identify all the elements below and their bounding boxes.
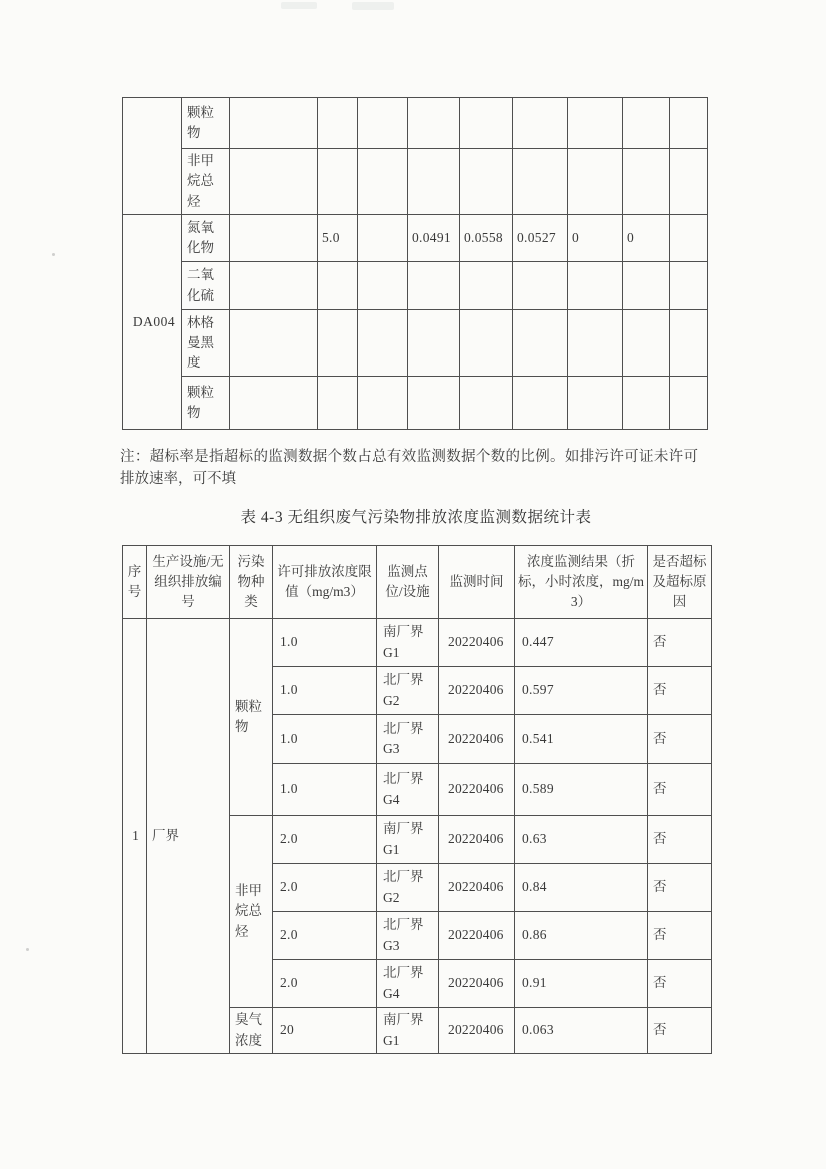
empty-cell <box>460 310 513 377</box>
pollutant-cell: 颗粒物 <box>182 98 230 149</box>
limit-cell: 2.0 <box>273 864 377 912</box>
pollutant-cell: 非甲烷总烃 <box>182 149 230 215</box>
table-row <box>123 215 708 262</box>
result-cell: 0.63 <box>515 816 648 864</box>
site-cell: 北厂界 G4 <box>377 764 439 816</box>
empty-cell <box>513 262 568 310</box>
pollutant-cell: 颗粒物 <box>182 377 230 430</box>
table-row <box>123 619 712 667</box>
table-row <box>123 262 708 310</box>
empty-cell <box>408 377 460 430</box>
empty-cell <box>623 377 670 430</box>
result-cell: 0.447 <box>515 619 648 667</box>
empty-cell <box>230 310 318 377</box>
exceed-cell: 否 <box>648 667 712 715</box>
date-cell: 20220406 <box>439 912 515 960</box>
empty-cell <box>460 98 513 149</box>
empty-cell <box>670 310 708 377</box>
header-exceed: 是否超标及超标原因 <box>648 546 712 619</box>
header-result: 浓度监测结果（折标，小时浓度，mg/m3） <box>515 546 648 619</box>
empty-cell <box>568 262 623 310</box>
result-cell: 0.86 <box>515 912 648 960</box>
empty-cell <box>623 98 670 149</box>
value-cell <box>230 215 318 262</box>
pollutant-cell: 非甲烷总烃 <box>230 816 273 1008</box>
pollutant-cell: 颗粒物 <box>230 619 273 816</box>
empty-cell <box>408 262 460 310</box>
empty-cell <box>230 98 318 149</box>
pollutant-cell: 氮氧化物 <box>182 215 230 262</box>
result-cell: 0.597 <box>515 667 648 715</box>
empty-cell <box>513 149 568 215</box>
exceed-cell: 否 <box>648 960 712 1008</box>
date-cell: 20220406 <box>439 816 515 864</box>
header-row <box>123 546 712 619</box>
empty-cell <box>623 149 670 215</box>
pollutant-cell: 二氧化硫 <box>182 262 230 310</box>
value-cell: 5.0 <box>318 215 358 262</box>
carryover-outlet-cell <box>123 98 182 215</box>
fugitive-emission-table <box>122 545 712 1054</box>
value-cell: 0 <box>568 215 623 262</box>
site-cell: 北厂界 G2 <box>377 667 439 715</box>
empty-cell <box>670 377 708 430</box>
empty-cell <box>670 98 708 149</box>
empty-cell <box>318 377 358 430</box>
empty-cell <box>358 310 408 377</box>
date-cell: 20220406 <box>439 715 515 764</box>
value-cell <box>358 215 408 262</box>
table-row <box>123 149 708 215</box>
limit-cell: 1.0 <box>273 764 377 816</box>
header-facility: 生产设施/无组织排放编号 <box>147 546 230 619</box>
site-cell: 南厂界 G1 <box>377 619 439 667</box>
result-cell: 0.063 <box>515 1008 648 1054</box>
empty-cell <box>623 262 670 310</box>
exceed-cell: 否 <box>648 764 712 816</box>
exceed-cell: 否 <box>648 715 712 764</box>
limit-cell: 1.0 <box>273 715 377 764</box>
scan-smudge <box>281 2 317 9</box>
empty-cell <box>230 149 318 215</box>
table-row <box>123 377 708 430</box>
date-cell: 20220406 <box>439 764 515 816</box>
table-row <box>123 310 708 377</box>
empty-cell <box>513 377 568 430</box>
header-site: 监测点位/设施 <box>377 546 439 619</box>
date-cell: 20220406 <box>439 864 515 912</box>
serial-cell: 1 <box>123 619 147 1054</box>
stack-emission-table <box>122 97 708 430</box>
date-cell: 20220406 <box>439 960 515 1008</box>
value-cell: 0.0527 <box>513 215 568 262</box>
empty-cell <box>318 149 358 215</box>
exceed-cell: 否 <box>648 619 712 667</box>
empty-cell <box>408 149 460 215</box>
empty-cell <box>358 377 408 430</box>
empty-cell <box>358 98 408 149</box>
result-cell: 0.541 <box>515 715 648 764</box>
empty-cell <box>513 98 568 149</box>
empty-cell <box>568 98 623 149</box>
header-limit: 许可排放浓度限值（mg/m3） <box>273 546 377 619</box>
empty-cell <box>568 310 623 377</box>
result-cell: 0.589 <box>515 764 648 816</box>
empty-cell <box>318 262 358 310</box>
empty-cell <box>568 377 623 430</box>
scan-speck <box>52 253 55 256</box>
empty-cell <box>460 149 513 215</box>
empty-cell <box>460 262 513 310</box>
date-cell: 20220406 <box>439 619 515 667</box>
limit-cell: 2.0 <box>273 960 377 1008</box>
pollutant-cell: 林格曼黑度 <box>182 310 230 377</box>
result-cell: 0.84 <box>515 864 648 912</box>
empty-cell <box>670 149 708 215</box>
table-note: 注：超标率是指超标的监测数据个数占总有效监测数据个数的比例。如排污许可证未许可排放速率，可不填 <box>120 449 698 487</box>
empty-cell <box>318 310 358 377</box>
value-cell <box>670 215 708 262</box>
value-cell: 0.0558 <box>460 215 513 262</box>
empty-cell <box>513 310 568 377</box>
empty-cell <box>623 310 670 377</box>
site-cell: 北厂界 G4 <box>377 960 439 1008</box>
empty-cell <box>460 377 513 430</box>
empty-cell <box>670 262 708 310</box>
exceed-cell: 否 <box>648 1008 712 1054</box>
site-cell: 南厂界 G1 <box>377 816 439 864</box>
scan-smudge <box>352 2 394 10</box>
date-cell: 20220406 <box>439 667 515 715</box>
facility-cell: 厂界 <box>147 619 230 1054</box>
empty-cell <box>318 98 358 149</box>
header-serial: 序号 <box>123 546 147 619</box>
limit-cell: 1.0 <box>273 619 377 667</box>
header-pollutant: 污染物种类 <box>230 546 273 619</box>
date-cell: 20220406 <box>439 1008 515 1054</box>
empty-cell <box>230 262 318 310</box>
table-row <box>123 98 708 149</box>
empty-cell <box>358 262 408 310</box>
value-cell: 0 <box>623 215 670 262</box>
header-date: 监测时间 <box>439 546 515 619</box>
exceed-cell: 否 <box>648 864 712 912</box>
site-cell: 北厂界 G3 <box>377 912 439 960</box>
empty-cell <box>408 310 460 377</box>
limit-cell: 1.0 <box>273 667 377 715</box>
limit-cell: 2.0 <box>273 912 377 960</box>
limit-cell: 2.0 <box>273 816 377 864</box>
limit-cell: 20 <box>273 1008 377 1054</box>
table-title: 表 4-3 无组织废气污染物排放浓度监测数据统计表 <box>240 509 592 526</box>
site-cell: 北厂界 G2 <box>377 864 439 912</box>
empty-cell <box>358 149 408 215</box>
value-cell: 0.0491 <box>408 215 460 262</box>
result-cell: 0.91 <box>515 960 648 1008</box>
empty-cell <box>230 377 318 430</box>
outlet-id-cell: DA004 <box>123 215 182 430</box>
exceed-cell: 否 <box>648 816 712 864</box>
empty-cell <box>408 98 460 149</box>
site-cell: 南厂界 G1 <box>377 1008 439 1054</box>
exceed-cell: 否 <box>648 912 712 960</box>
empty-cell <box>568 149 623 215</box>
site-cell: 北厂界 G3 <box>377 715 439 764</box>
scan-speck <box>26 948 29 951</box>
pollutant-cell: 臭气浓度 <box>230 1008 273 1054</box>
